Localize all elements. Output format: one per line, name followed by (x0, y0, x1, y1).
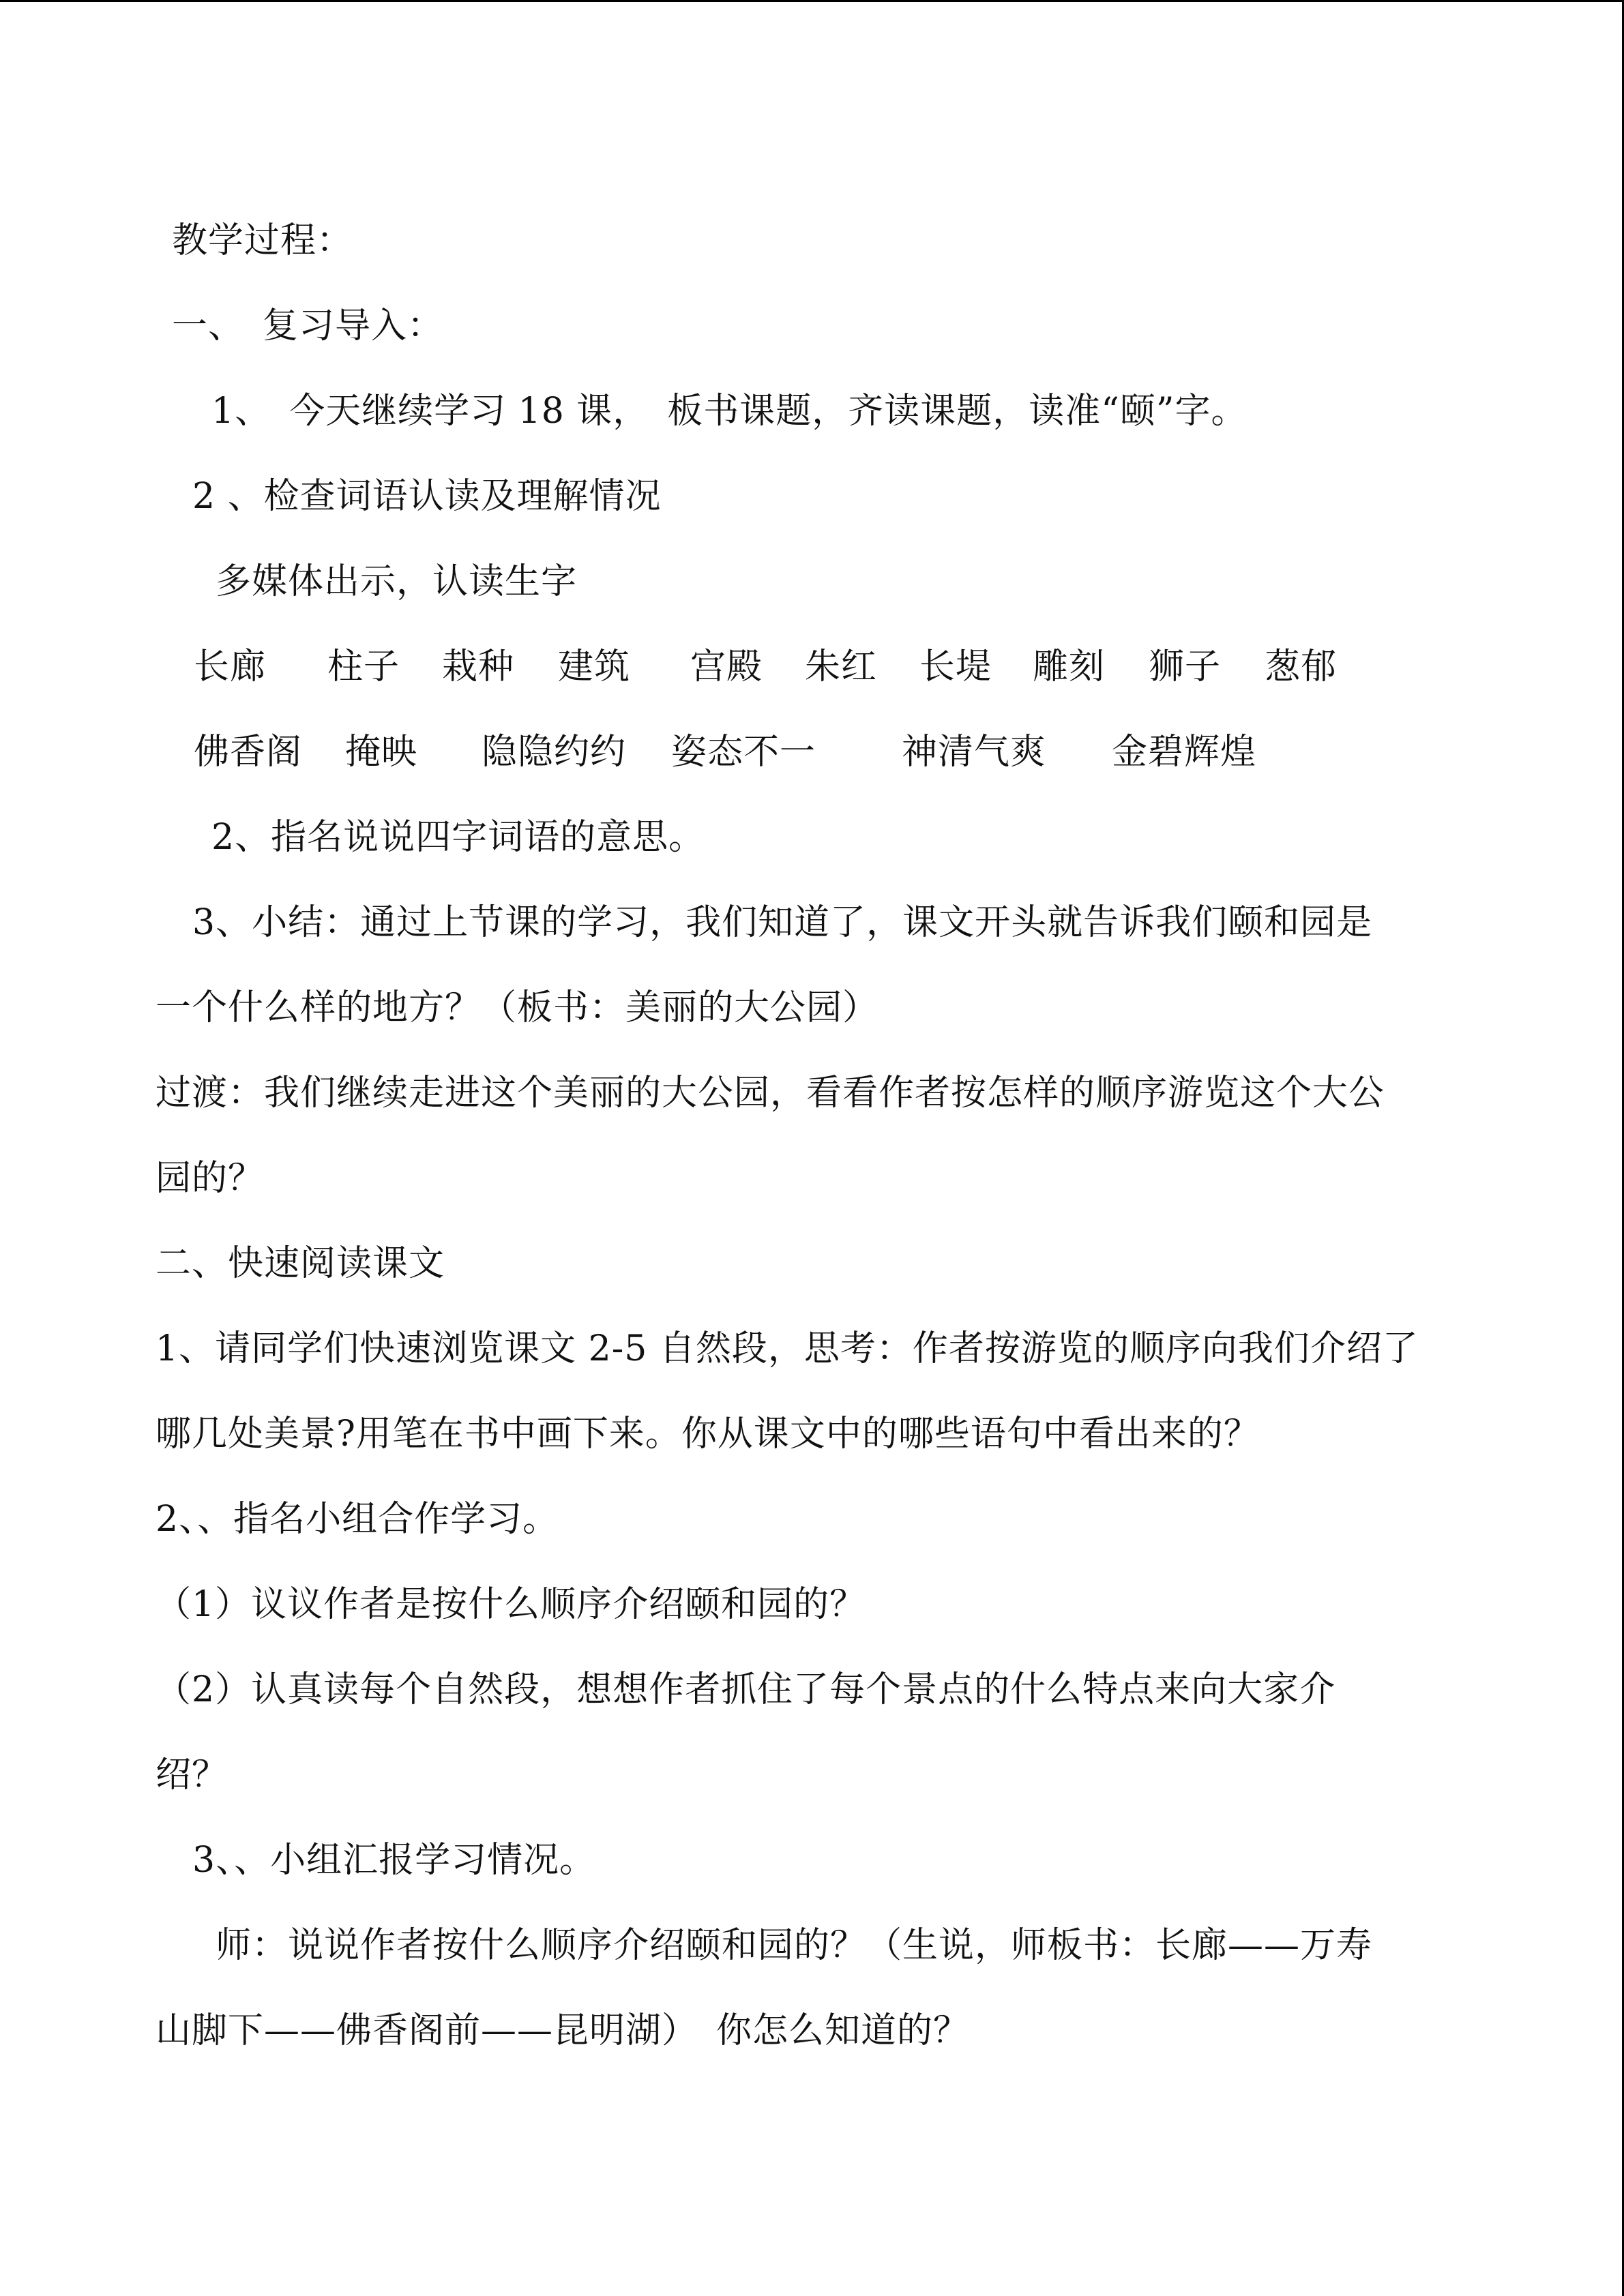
section-2-item-3: 3、、小组汇报学习情况。 (192, 1840, 596, 1881)
vocab-word: 栽种 (442, 646, 515, 687)
media-display-line: 多媒体出示，认读生字 (216, 561, 578, 602)
vocab-word: 宫殿 (690, 646, 763, 687)
teacher-line-1: 师：说说作者按什么顺序介绍颐和园的？（生说，师板书：长廊——万寿 (216, 1925, 1373, 1966)
vocab-word: 隐隐约约 (482, 732, 627, 773)
vocab-row-2 (0, 732, 1624, 773)
section-1-title: 一、 复习导入： (172, 305, 444, 346)
transition-line-2: 园的？ (156, 1158, 265, 1199)
vocab-word: 佛香阁 (194, 732, 303, 773)
vocab-word: 建筑 (558, 646, 631, 687)
section-2-title: 二、快速阅读课文 (156, 1243, 445, 1284)
section-2-item-1-line-2: 哪几处美景?用笔在书中画下来。你从课文中的哪些语句中看出来的？ (156, 1414, 1260, 1455)
vocab-word: 金碧辉煌 (1112, 732, 1257, 773)
section-2-sub-2-line-1: （2）认真读每个自然段，想想作者抓住了每个景点的什么特点来向大家介 (156, 1669, 1336, 1710)
vocab-word: 狮子 (1149, 646, 1222, 687)
heading-teaching-process: 教学过程： (172, 220, 353, 261)
vocab-word: 柱子 (327, 646, 400, 687)
section-2-item-2: 2、、指名小组合作学习。 (156, 1499, 559, 1540)
teacher-line-2: 山脚下——佛香阁前——昆明湖） 你怎么知道的？ (156, 2010, 970, 2051)
vocab-word: 葱郁 (1265, 646, 1338, 687)
transition-line-1: 过渡：我们继续走进这个美丽的大公园，看看作者按怎样的顺序游览这个大公 (156, 1073, 1385, 1114)
vocab-word: 姿态不一 (671, 732, 816, 773)
section-2-sub-1: （1）议议作者是按什么顺序介绍颐和园的？ (156, 1584, 866, 1625)
vocab-word: 神清气爽 (902, 732, 1047, 773)
section-1-item-1: 1、 今天继续学习 18 课， 板书课题，齐读课题，读准“颐”字。 (211, 391, 1247, 432)
vocab-word: 掩映 (345, 732, 418, 773)
section-1-item-2: 2 、检查词语认读及理解情况 (192, 476, 662, 517)
section-1-item-3-line-1: 3、小结：通过上节课的学习，我们知道了，课文开头就告诉我们颐和园是 (192, 902, 1373, 943)
vocab-word: 朱红 (805, 646, 878, 687)
vocab-word: 长廊 (194, 646, 267, 687)
vocab-word: 雕刻 (1033, 646, 1106, 687)
vocab-word: 长堤 (919, 646, 992, 687)
section-2-item-1-line-1: 1、请同学们快速浏览课文 2-5 自然段，思考：作者按游览的顺序向我们介绍了 (156, 1328, 1419, 1369)
section-1-item-3-line-2: 一个什么样的地方？（板书：美丽的大公园） (156, 987, 879, 1028)
section-2-sub-2-line-2: 绍？ (156, 1755, 228, 1795)
vocab-row-1 (0, 646, 1624, 687)
section-1-item-2b: 2、指名说说四字词语的意思。 (211, 817, 705, 858)
